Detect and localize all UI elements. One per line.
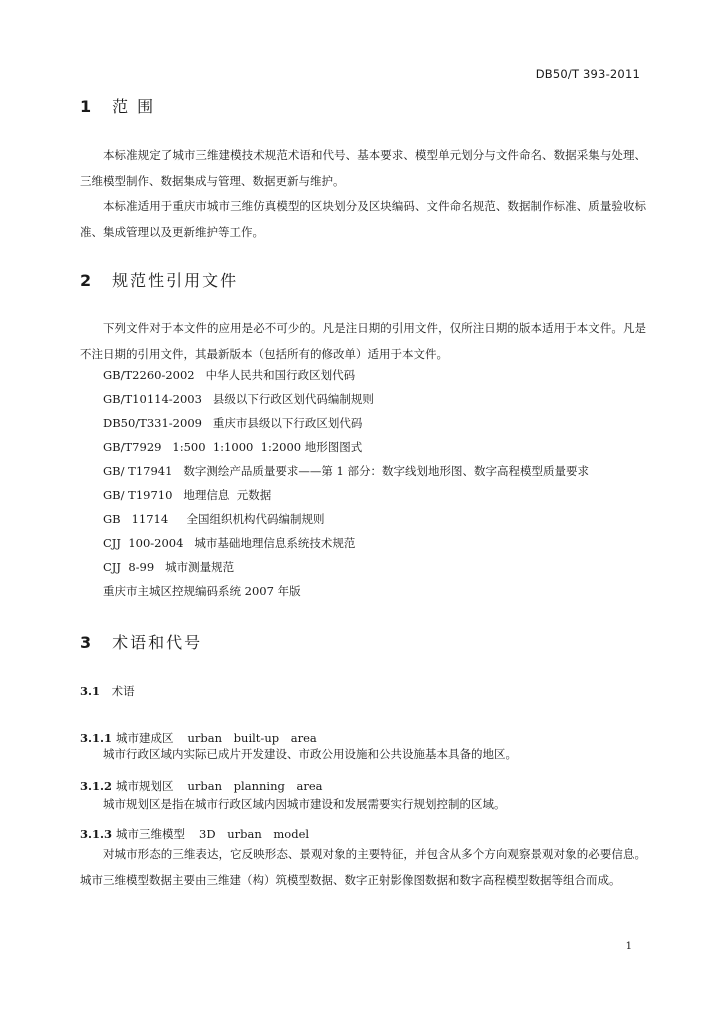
section-number: 2 [80,271,92,290]
term-en: urban planning area [187,779,323,793]
section-2-heading [80,268,238,291]
term-cn: 城市建成区 [116,731,174,745]
reference-item: GB/T2260-2002 中华人民共和国行政区划代码 [103,368,356,382]
subsection-number: 3.1 [80,684,101,698]
term-number: 3.1.3 [80,827,113,841]
section-number: 1 [80,97,92,116]
reference-item: GB/ T19710 地理信息 元数据 [103,488,272,502]
term-en: urban built-up area [187,731,317,745]
reference-item: GB/ T17941 数字测绘产品质量要求——第 1 部分：数字线划地形图、数字高程模型质量要求 [103,464,590,478]
reference-item: GB/T10114-2003 县级以下行政区划代码编制规则 [103,392,374,406]
page-number: 1 [625,941,632,952]
section-title: 术语和代号 [112,633,203,652]
reference-item: 重庆市主城区控规编码系统 2007 年版 [103,584,301,598]
term-cn: 城市三维模型 [116,827,185,841]
term-definition: 城市行政区域内实际已成片开发建设、市政公用设施和公共设施基本具备的地区。 [103,747,517,761]
term-number: 3.1.1 [80,731,113,745]
paragraph: 本标准规定了城市三维建模技术规范术语和代号、基本要求、模型单元划分与文件命名、数据采集与处理、三维模型制作、数据集成与管理、数据更新与维护。 [80,148,646,188]
subsection-title: 术语 [111,684,135,698]
reference-item: CJJ 100-2004 城市基础地理信息系统技术规范 [103,536,356,550]
term-definition: 对城市形态的三维表达，它反映形态、景观对象的主要特征，并包含从多个方向观察景观对象的必要信息。城市三维模型数据主要由三维建（构）筑模型数据、数字正射影像图数据和数字高程模型数据等组合而成。 [80,847,646,887]
standard-code-header: DB50/T 393-2011 [535,67,640,81]
reference-item: CJJ 8-99 城市测量规范 [103,560,235,574]
paragraph: 下列文件对于本文件的应用是必不可少的。凡是注日期的引用文件，仅所注日期的版本适用于本文件。凡是不注日期的引用文件，其最新版本（包括所有的修改单）适用于本文件。 [80,321,646,361]
section-number: 3 [80,633,92,652]
term-en: 3D urban model [199,827,310,841]
reference-item: GB 11714 全国组织机构代码编制规则 [103,512,325,526]
subsection-heading [80,683,135,699]
term-cn: 城市规划区 [116,779,174,793]
term-heading [80,825,309,843]
reference-item: GB/T7929 1:500 1:1000 1:2000 地形图图式 [103,440,363,454]
section-1-heading [80,94,155,117]
section-3-heading [80,630,202,653]
section-title: 规范性引用文件 [112,271,239,290]
term-number: 3.1.2 [80,779,113,793]
term-definition: 城市规划区是指在城市行政区域内因城市建设和发展需要实行规划控制的区域。 [103,797,506,811]
reference-item: DB50/T331-2009 重庆市县级以下行政区划代码 [103,416,363,430]
paragraph: 本标准适用于重庆市城市三维仿真模型的区块划分及区块编码、文件命名规范、数据制作标准、质量验收标准、集成管理以及更新维护等工作。 [80,199,646,239]
section-title: 范 围 [112,97,156,116]
